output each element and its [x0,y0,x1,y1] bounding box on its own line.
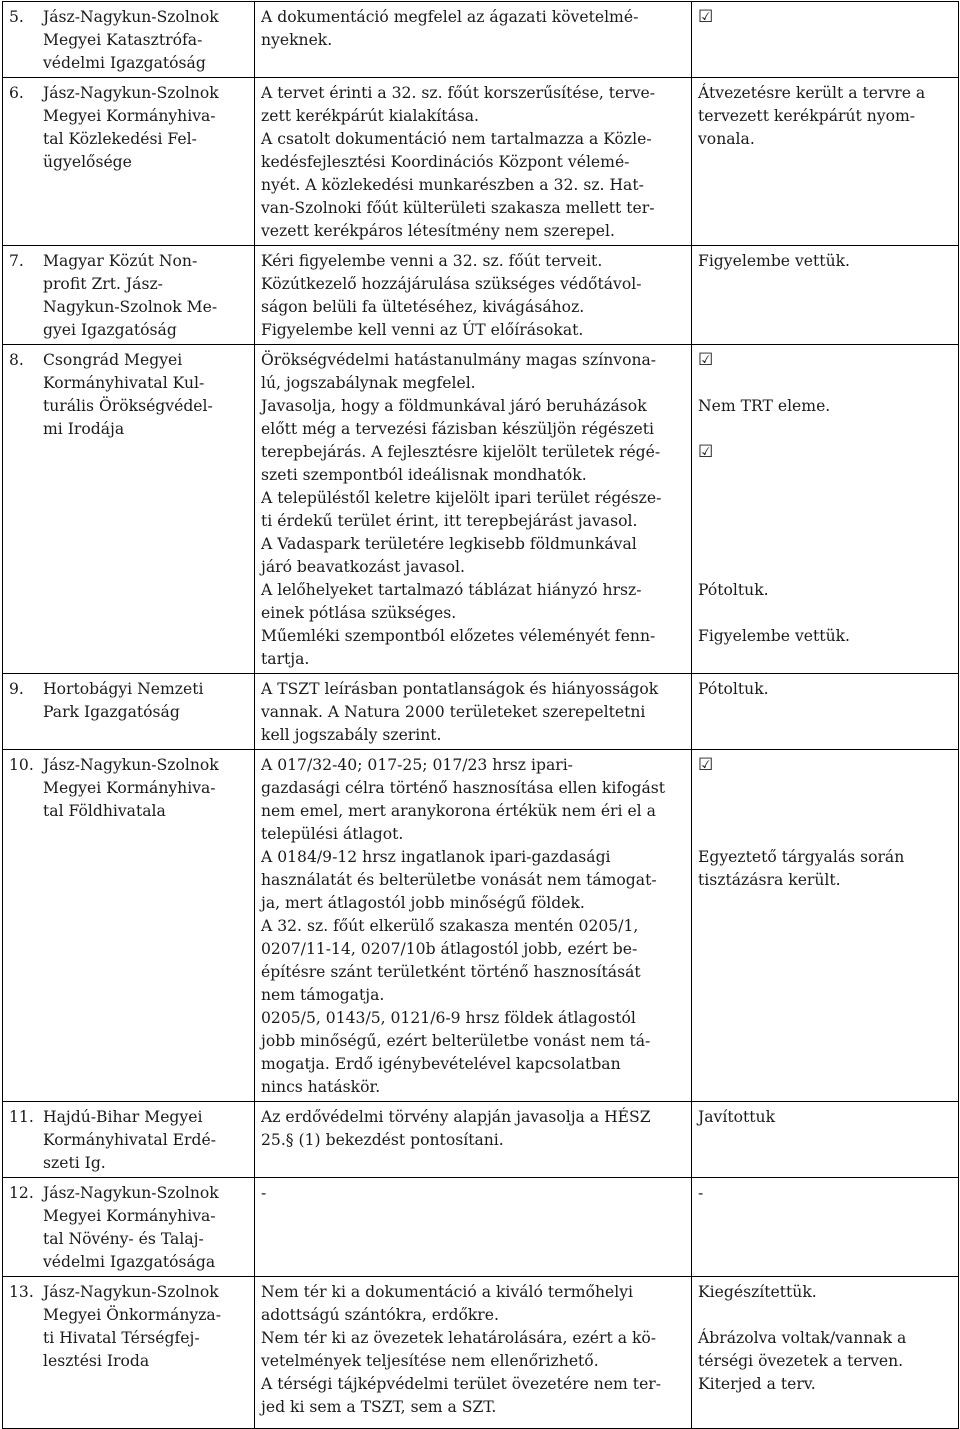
row-number: 9. [9,680,24,698]
institution-name-line: Jász-Nagykun-Szolnok [43,1184,219,1202]
opinion-line: kedésfejlesztési Koordinációs Központ vélemé- [261,153,630,171]
opinion-cell [255,674,692,750]
opinion-cell [255,345,692,674]
institution-name-line: védelmi Igazgatósága [43,1253,216,1271]
opinion-line: kell jogszabály szerint. [261,726,442,744]
opinion-cell [255,1277,692,1429]
row-number: 7. [9,252,24,270]
response-spacer [698,533,952,556]
row-number: 13. [9,1283,34,1301]
table-row [3,750,959,1102]
opinion-line: építésre szánt területként történő hasznosítását [261,963,641,981]
institution-name-line: turális Örökségvédel- [43,397,213,415]
row-number: 5. [9,8,24,26]
response-cell [692,1178,959,1277]
institution-name-line: gyei Igazgatóság [43,321,177,339]
response-line: Figyelembe vettük. [698,252,851,270]
institution-cell [3,1178,255,1277]
opinion-line: Műemléki szempontból előzetes véleményét fenn- [261,627,656,645]
response-spacer [698,464,952,487]
opinion-line: Figyelembe kell venni az ÚT előírásokat. [261,321,584,339]
institution-name-line: Csongrád Megyei [43,351,183,369]
opinion-line: van-Szolnoki főút külterületi szakasza mellett ter- [261,199,655,217]
opinion-line: tartja. [261,650,310,668]
opinion-cell [255,246,692,345]
table-row [3,345,959,674]
institution-name [43,1281,229,1373]
opinion-line: Örökségvédelmi hatástanulmány magas színvona- [261,351,657,369]
institution-name-line: Jász-Nagykun-Szolnok [43,756,219,774]
table-row [3,2,959,78]
opinions-table-body [3,2,959,1429]
institution-name [43,349,229,441]
opinion-line: A 017/32-40; 017-25; 017/23 hrsz ipari- [261,756,573,774]
opinion-line: gazdasági célra történő hasznosítása ellen kifogást [261,779,666,797]
institution-name-line: profit Zrt. Jász- [43,275,163,293]
opinion-line: terepbejárás. A fejlesztésre kijelölt területek régé- [261,443,661,461]
opinion-line: járó beavatkozást javasol. [261,558,465,576]
opinion-line: mogatja. Erdő igénybevételével kapcsolatban [261,1055,621,1073]
opinion-line: A TSZT leírásban pontatlanságok és hiányosságok [261,680,659,698]
row-number: 6. [9,84,24,102]
institution-name-line: lesztési Iroda [43,1352,150,1370]
table-row [3,246,959,345]
opinion-line: adottságú szántókra, erdőkre. [261,1306,499,1324]
opinion-line: A 32. sz. főút elkerülő szakasza mentén 0205/1, [261,917,639,935]
opinion-line: A tervet érinti a 32. sz. főút korszerűsítése, terve- [261,84,656,102]
institution-cell [3,246,255,345]
opinion-line: vezett kerékpáros létesítmény nem szerepel. [261,222,615,240]
opinion-line: szeti szempontból ideálisnak mondhatók. [261,466,587,484]
checkbox-checked-icon: ☑ [698,755,714,775]
response-line: Pótoltuk. [698,581,769,599]
opinion-cell [255,1102,692,1178]
opinion-line: 0207/11-14, 0207/10b átlagostól jobb, ezért be- [261,940,638,958]
response-cell [692,1102,959,1178]
institution-name-line: Park Igazgatóság [43,703,180,721]
institution-name-line: Kormányhivatal Erdé- [43,1131,216,1149]
opinion-cell [255,1178,692,1277]
response-line: Kiegészítettük. [698,1283,817,1301]
response-line: vonala. [698,130,755,148]
opinion-line: Kéri figyelembe venni a 32. sz. főút terveit. [261,252,603,270]
institution-name-line: Hajdú-Bihar Megyei [43,1108,203,1126]
opinion-line: A csatolt dokumentáció nem tartalmazza a Közle- [261,130,652,148]
institution-name-line: tal Földhivatala [43,802,166,820]
opinion-line: ságon belüli fa ültetéséhez, kivágásához. [261,298,585,316]
opinion-line: Közútkezelő hozzájárulása szükséges védőtávol- [261,275,642,293]
institution-name-line: Megyei Kormányhiva- [43,107,216,125]
opinion-line: ti érdekű terület érint, itt terepbejárást javasol. [261,512,638,530]
institution-name-line: szeti Ig. [43,1154,106,1172]
opinion-line: települési átlagot. [261,825,404,843]
institution-name-line: Jász-Nagykun-Szolnok [43,84,219,102]
table-row [3,674,959,750]
response-line: Javítottuk [698,1108,776,1126]
response-cell [692,345,959,674]
row-number: 8. [9,351,24,369]
response-spacer [698,487,952,510]
checkbox-checked-icon: ☑ [698,7,714,27]
opinion-line: jed ki sem a TSZT, sem a SZT. [261,1398,497,1416]
table-row [3,78,959,246]
opinion-line: Nem tér ki az övezetek lehatárolására, ezért a kö- [261,1329,657,1347]
opinion-line: 25.§ (1) bekezdést pontosítani. [261,1131,504,1149]
opinion-line: Nem tér ki a dokumentáció a kiváló termőhelyi [261,1283,634,1301]
response-cell [692,246,959,345]
response-line: Pótoltuk. [698,680,769,698]
institution-name [43,678,229,724]
opinion-line: A településtől keletre kijelölt ipari terület régésze- [261,489,662,507]
institution-name-line: mi Irodája [43,420,125,438]
institution-name [43,1106,229,1175]
opinion-line: A térségi tájképvédelmi terület övezetére nem ter- [261,1375,662,1393]
opinion-line: einek pótlása szükséges. [261,604,457,622]
institution-name-line: Jász-Nagykun-Szolnok [43,1283,219,1301]
opinion-line: nyét. A közlekedési munkarészben a 32. sz. Hat- [261,176,644,194]
institution-name-line: Megyei Önkormányza- [43,1306,221,1324]
institution-name-line: védelmi Igazgatóság [43,54,206,72]
institution-cell [3,1102,255,1178]
opinion-line: lú, jogszabálynak megfelel. [261,374,476,392]
response-cell [692,1277,959,1429]
institution-name-line: Megyei Kormányhiva- [43,1207,216,1225]
opinion-line: nyeknek. [261,31,333,49]
opinion-line: - [261,1184,267,1202]
opinion-line: használatát és belterületbe vonását nem támogat- [261,871,657,889]
response-line: tervezett kerékpárút nyom- [698,107,916,125]
institution-name [43,1182,229,1274]
institution-name-line: Kormányhivatal Kul- [43,374,205,392]
response-spacer [698,418,952,441]
institution-name [43,250,229,342]
institution-name-line: Megyei Kormányhiva- [43,779,216,797]
row-number: 11. [9,1108,34,1126]
response-line: tisztázásra került. [698,871,841,889]
response-line: Átvezetésre került a tervre a [698,84,926,102]
response-spacer [698,556,952,579]
institution-name [43,82,229,174]
opinion-line: 0205/5, 0143/5, 0121/6-9 hrsz földek átlagostól [261,1009,636,1027]
opinion-line: A Vadaspark területére legkisebb földmunkával [261,535,637,553]
institution-name [43,754,229,823]
response-spacer [698,1304,952,1327]
institution-name-line: Nagykun-Szolnok Me- [43,298,218,316]
opinions-table [2,1,959,1429]
institution-cell [3,674,255,750]
opinion-line: A lelőhelyeket tartalmazó táblázat hiányzó hrsz- [261,581,642,599]
institution-name [43,6,229,75]
response-line: térségi övezetek a terven. [698,1352,904,1370]
opinion-line: vannak. A Natura 2000 területeket szerepeltetni [261,703,646,721]
institution-cell [3,1277,255,1429]
row-number: 12. [9,1184,34,1202]
institution-cell [3,750,255,1102]
opinion-cell [255,750,692,1102]
response-line: Nem TRT eleme. [698,397,831,415]
response-line: Figyelembe vettük. [698,627,851,645]
response-spacer [698,510,952,533]
institution-name-line: ügyelősége [43,153,132,171]
checkbox-checked-icon: ☑ [698,350,714,370]
institution-cell [3,345,255,674]
table-row [3,1178,959,1277]
response-line: Egyeztető tárgyalás során [698,848,905,866]
opinion-line: nincs hatáskör. [261,1078,381,1096]
table-row [3,1102,959,1178]
response-line: - [698,1184,704,1202]
opinion-cell [255,2,692,78]
institution-name-line: tal Közlekedési Fel- [43,130,197,148]
institution-name-line: Megyei Katasztrófa- [43,31,203,49]
institution-name-line: Magyar Közút Non- [43,252,198,270]
response-spacer [698,823,952,846]
response-spacer [698,372,952,395]
opinion-line: vetelmények teljesítése nem ellenőrizhető. [261,1352,599,1370]
response-spacer [698,777,952,800]
response-cell [692,674,959,750]
institution-name-line: Jász-Nagykun-Szolnok [43,8,219,26]
opinion-line: nem emel, mert aranykorona értékük nem éri el a [261,802,656,820]
opinion-line: ja, mert átlagostól jobb minőségű földek. [261,894,585,912]
checkbox-checked-icon: ☑ [698,442,714,462]
table-row [3,1277,959,1429]
response-cell [692,750,959,1102]
opinion-line: nem támogatja. [261,986,385,1004]
response-cell [692,78,959,246]
institution-name-line: Hortobágyi Nemzeti [43,680,204,698]
opinion-line: A 0184/9-12 hrsz ingatlanok ipari-gazdasági [261,848,611,866]
response-spacer [698,800,952,823]
response-cell [692,2,959,78]
response-line: Kiterjed a terv. [698,1375,816,1393]
institution-cell [3,2,255,78]
institution-name-line: tal Növény- és Talaj- [43,1230,204,1248]
opinion-cell [255,78,692,246]
opinion-line: Az erdővédelmi törvény alapján javasolja a HÉSZ [261,1108,651,1126]
response-spacer [698,602,952,625]
opinion-line: A dokumentáció megfelel az ágazati követelmé- [261,8,639,26]
row-number: 10. [9,756,34,774]
institution-name-line: ti Hivatal Térségfej- [43,1329,200,1347]
opinion-line: zett kerékpárút kialakítása. [261,107,480,125]
institution-cell [3,78,255,246]
opinion-line: jobb minőségű, ezért belterületbe vonást nem tá- [261,1032,651,1050]
opinion-line: előtt még a tervezési fázisban készüljön régészeti [261,420,654,438]
response-line: Ábrázolva voltak/vannak a [698,1329,907,1347]
opinion-line: Javasolja, hogy a földmunkával járó beruházások [261,397,647,415]
